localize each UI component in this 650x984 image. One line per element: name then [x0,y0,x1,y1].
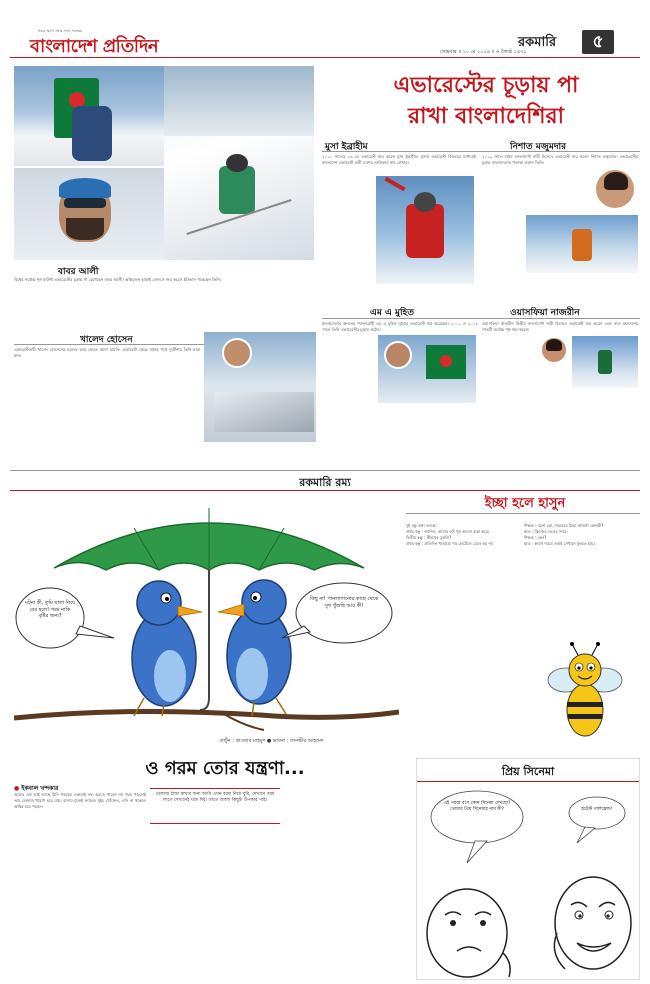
jokes-right-column [524,517,640,597]
cartoon [14,498,399,734]
jokes-title: ইচ্ছা হলে হাসুন [484,496,566,511]
cinema-bubble-left: এই গরমে বসে কোন সিনেমা দেখছো? তোমার প্রিয় সিনেমার নাম কী? [443,801,511,812]
cinema-title: প্রিয় সিনেমা [501,765,555,778]
profile-name-mohit: এম এ মুহিত [370,308,415,318]
author-musa: মুসা ইব্রাহীম [325,142,368,152]
section-name: রকমারি [518,35,557,50]
divider [322,151,640,152]
cartoon-credit: কার্টুন : কাওছার মাহমুদ ● ভাবনা : তানভীর আহমেদ [220,738,324,744]
rommo-section-title: রকমারি রম্য [299,476,351,489]
article-nishat-text: ২০১২ সালে প্রথম বাংলাদেশি নারী হিসেবে এভারেস্ট জয় করেন নিশাত মজুমদার। এভারেস্টের চূড়ায় বাংলাদেশের পতাকা ওড়ান তিনি। [482,154,638,165]
profile-name-khaled: খালেদ হোসেন [80,335,133,345]
profile-name-babor: বাবর আলী [58,267,99,277]
photo-babor-flag [14,66,164,166]
author-bullet-icon: ● [14,785,22,792]
article-khaled [14,347,200,462]
masthead-rule [10,57,640,58]
profile-name-wasfia: ওয়াসফিয়া নাজরীন [510,308,580,318]
photo-nishat-summit [526,215,638,273]
photo-khaled [204,332,316,442]
photo-everest-climber [164,66,314,260]
bee-icon [540,640,630,750]
masthead [0,0,650,60]
jokes-left-column [406,517,518,747]
gorom-body-col3 [286,782,410,980]
divider [10,470,640,471]
cartoon-bubble-right: কিছু না! পানলাগানোর কাছে থেকে সুখ খুঁজছি আর কী! [309,596,379,609]
gorom-body-col1 [14,792,146,980]
photo-wasfia-summit [572,336,638,388]
gorom-pullquote [150,788,280,824]
cinema-box [416,758,640,980]
article-babor [14,277,314,327]
photo-wasfia-portrait [540,336,568,364]
masthead-tagline: সবার আগে সবার সাথে সবসময় [38,29,83,33]
everest-headline-line2: রাখা বাংলাদেশিরা [407,104,565,129]
paper-logo: বাংলাদেশ প্রতিদিন [30,36,159,57]
cartoon-bubble-left: ঘটনা কী, তুমি ছাতা নিয়ে বের হলে! গরম নাকি বৃষ্টির জন্য? [24,600,76,619]
photo-nishat-portrait [594,168,636,210]
photo-musa [376,176,474,284]
cinema-bubble-right: হটেস্ট গার্লফ্রেন্ড! [581,807,613,812]
gorom-quote-text: মেজাজ ঠান্ডা রাখার জন্য আমি এখন বরফ নিয়ে ঘুরি, যেখানে গরম লাগে সেখানেই ঘষে দিই। তাতে অবশ্য কিছুটা উপকার পাই। [155,792,275,803]
gorom-author-name: ইকবাল খন্দকার [21,785,59,792]
page-number-badge [582,30,614,54]
gorom-body-col2 [150,830,280,980]
divider [417,781,639,782]
jokes-left-text: দুই বন্ধু কথা বলছে। প্রথম বন্ধু : জানিস, আমার বউ খুব ভালো রান্না করে। দ্বিতীয় বন্ধু : কীভাবে বুঝলি? প্রথম বন্ধু : প্রতিদিন খাওয়ার পর হোটেলে যেতে হয় না। [406,523,494,546]
everest-headline-line1: এভারেস্টের চূড়ায় পা [393,73,579,98]
divider [406,513,640,514]
gorom-headline: ও গরম তোর যন্ত্রণা... [145,758,305,779]
article-mohit-text: বাংলাদেশের অন্যতম পর্বতারোহী এম এ মুহিত দুইবার এভারেস্ট জয় করেছেন। ২০১১ ও ২০১২ সালে তিনি এভারেস্টের চূড়ায় ওঠেন। [322,321,478,332]
article-babor-text: বিশ্বের সর্বোচ্চ শৃঙ্গ মাউন্ট এভারেস্টের চূড়ায় পা রেখেছেন বাবর আলী। অক্সিজেন ছাড়াই লোৎসে জয় করেও ইতিহাস গড়েছেন তিনি। [14,277,222,282]
photo-mohit [378,335,476,403]
divider [10,490,640,491]
author-nishat: নিশাত মজুমদার [510,142,567,152]
article-khaled-text: এভারেস্টজয়ী খালেদ হোসেনের মরদেহ আর ফেরত আনা যায়নি। এভারেস্ট থেকে নামার পথে দুর্ঘটনায় তিনি মারা যান। [14,347,200,358]
page-number: ৫ [592,32,604,52]
jokes-right-text: শিক্ষক : বলো তো, সবচেয়ে ঠান্ডা জায়গা কোনটা? ছাত্র : ফ্রিজের ভেতর স্যার। শিক্ষক : কেন? ছাত্র : কারণ গরমে সবাই সেখানে ঢুকতে চায়। [524,523,604,546]
bee-illustration [540,640,630,750]
divider [322,318,640,319]
article-wasfia-text: ওয়াসফিয়া নাজরীন দ্বিতীয় বাংলাদেশি নারী হিসেবে এভারেস্ট জয় করেন এবং সাত মহাদেশের সাতটি সর্বোচ্চ শৃঙ্গ জয় করেন। [482,321,638,332]
gorom-body-text: আমার এক ভাই আছে যিনি গরমকে একদমই সহ্য করতে পারেন না। গরম পড়লেই তার মেজাজ খারাপ হয়ে যায়। বাসায় ঢুকেই ফ্যানের সুইচ খোঁজেন, এসি না থাকলে অস্থির হয়ে পড়েন। [14,792,146,809]
article-musa-text: ২০১০ সালের ২৩ মে এভারেস্ট জয় করেন মুসা ইব্রাহীম। মুসার এভারেস্ট বিজয়ের মাধ্যমেই বাংলাদেশ এভারেস্ট জয়ী দেশের তালিকায় নাম লেখায়। [322,154,476,165]
date-line: সোমবার ॥ ২০ মে ২০২৪ ॥ ৬ জ্যৈষ্ঠ ১৪৩১ [440,49,527,55]
photo-babor-portrait [14,168,164,260]
